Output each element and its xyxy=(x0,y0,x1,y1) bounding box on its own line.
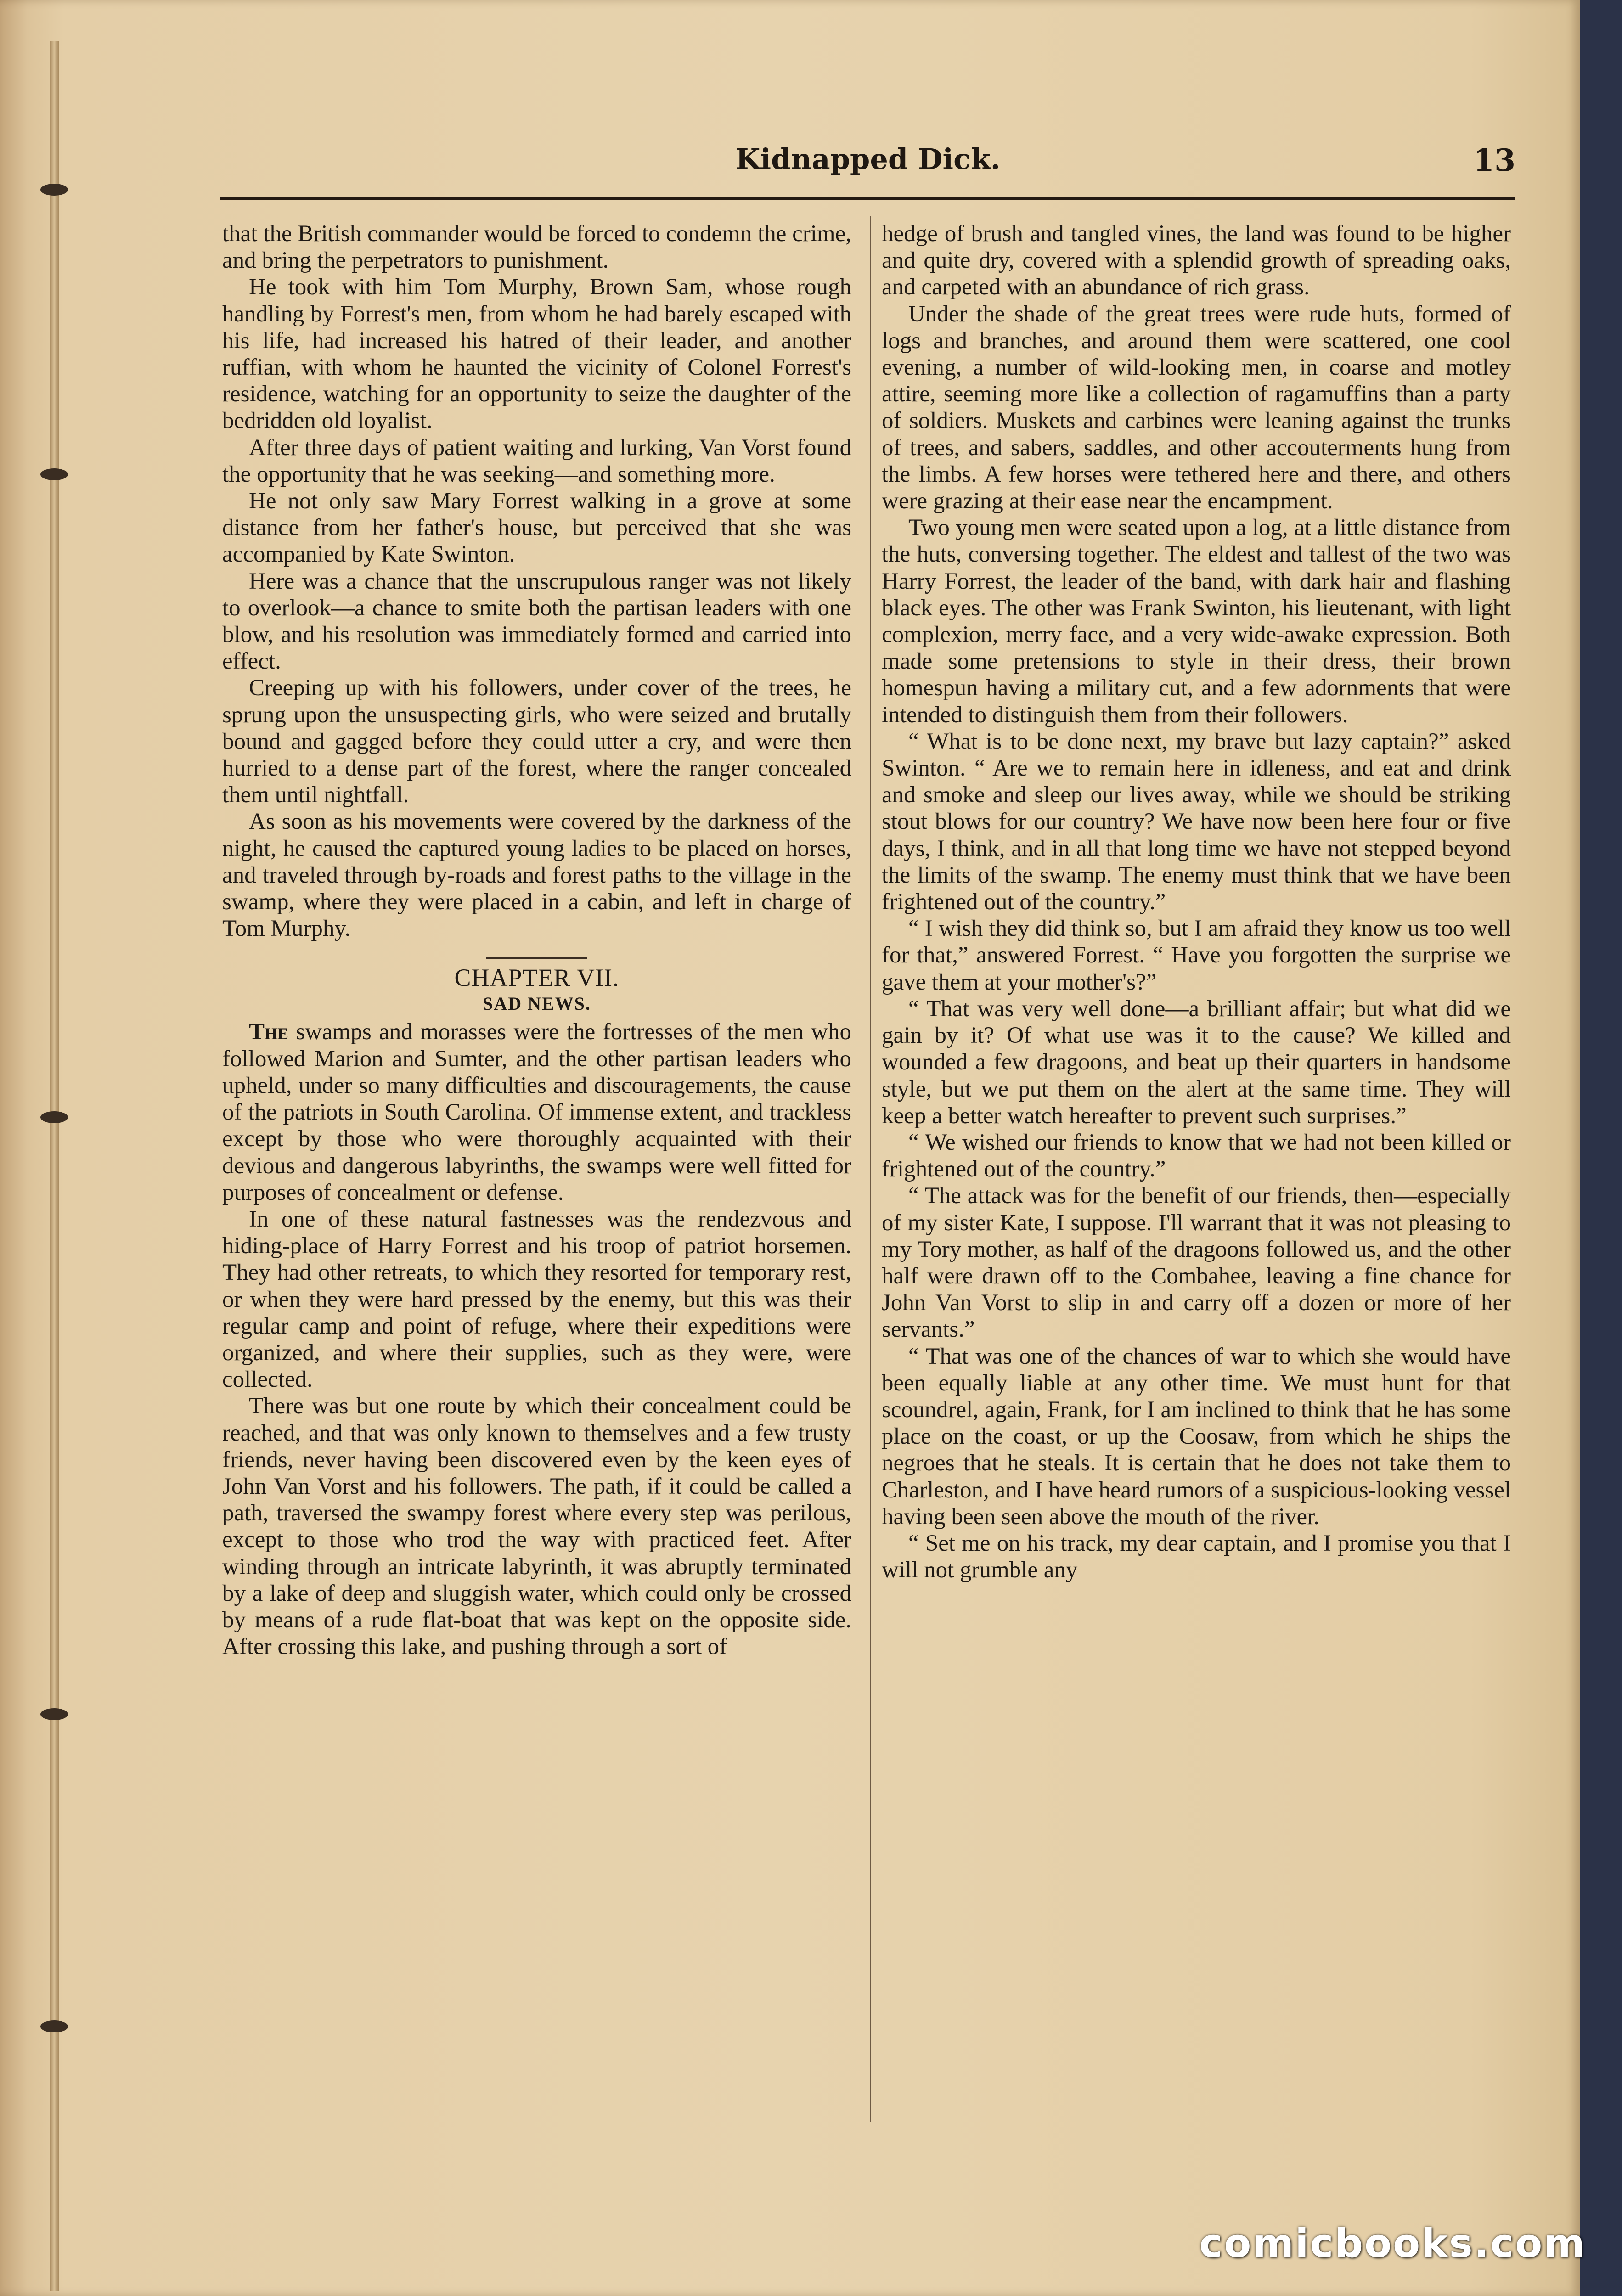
paragraph: “ Set me on his track, my dear captain, and I promise you that I will not grumble any xyxy=(882,1530,1511,1583)
binding-stitch xyxy=(40,1708,68,1720)
paragraph: “ That was very well done—a brilliant affair; but what did we gain by it? Of what use was it to the cause? We killed and wounded a few dragoons, and beat up their quarters in handsome style, but we put them on the alert at the same time. They will keep a better watch hereafter to prevent such surprises.” xyxy=(882,996,1511,1129)
paragraph: Two young men were seated upon a log, at a little distance from the huts, conversing together. The eldest and tallest of the two was Harry Forrest, the leader of the band, with dark hair and flashing black eyes. The other was Frank Swinton, his lieutenant, with light complexion, merry face, and a very wide-awake expression. Both made some pretensions to style in their dress, their brown homespun having a military cut, and a few adornments that were intended to distinguish them from their followers. xyxy=(882,515,1511,728)
page-number: 13 xyxy=(1473,142,1515,178)
column-divider xyxy=(870,216,871,2122)
right-column xyxy=(882,220,1511,1583)
left-column xyxy=(222,220,851,1660)
paragraph: As soon as his movements were covered by the darkness of the night, he caused the captured young ladies to be placed on horses, and traveled through by-roads and forest paths to the village in the swamp, where they were placed in a cabin, and left in charge of Tom Murphy. xyxy=(222,809,851,942)
drop-word: The xyxy=(249,1019,289,1045)
paragraph: “ What is to be done next, my brave but lazy captain?” asked Swinton. “ Are we to remain here in idleness, and eat and drink and smoke and sleep our lives away, while we should be striking stout blows for our country? We have now been here four or five days, I think, and in all that long time we have not stepped beyond the limits of the swamp. The enemy must think that we have been frightened out of the country.” xyxy=(882,728,1511,915)
chapter-subtitle: SAD NEWS. xyxy=(483,993,591,1014)
paragraph: In one of these natural fastnesses was the rendezvous and hiding-place of Harry Forrest and his troop of patriot horsemen. They had other retreats, to which they resorted for temporary rest, or when they were hard pressed by the enemy, but this was their regular camp and point of refuge, where their expeditions were organized, and where their supplies, such as they were, were collected. xyxy=(222,1206,851,1393)
paragraph: that the British commander would be forced to condemn the crime, and bring the perpetrators to punishment. xyxy=(222,221,851,274)
paragraph: Here was a chance that the unscrupulous ranger was not likely to overlook—a chance to smite both the partisan leaders with one blow, and his resolution was immediately formed and carried into effect. xyxy=(222,568,851,675)
paragraph: “ That was one of the chances of war to which she would have been equally liable at any other time. We must hunt for that scoundrel, again, Frank, for I am inclined to think that he has some place on the coast, or up the Coosaw, from which he ships the negroes that he steals. It is certain that he does not take them to Charleston, and I have heard rumors of a suspicious-looking vessel having been seen above the mouth of the river. xyxy=(882,1343,1511,1530)
chapter-title: CHAPTER VII. xyxy=(454,964,620,992)
header-rule xyxy=(220,197,1515,200)
chapter-rule xyxy=(486,957,587,959)
paragraph: He took with him Tom Murphy, Brown Sam, whose rough handling by Forrest's men, from whom he had barely escaped with his life, had increased his hatred of their leader, and another ruffian, with whom he haunted the vicinity of Colonel Forrest's residence, watching for an opportunity to seize the daughter of the bedridden old loyalist. xyxy=(222,274,851,434)
paragraph: Under the shade of the great trees were rude huts, formed of logs and branches, and around them were scattered, one cool evening, a number of wild-looking men, in coarse and motley attire, seeming more like a collection of ragamuffins than a party of soldiers. Muskets and carbines were leaning against the trunks of trees, and sabers, saddles, and other accouterments hung from the limbs. A few horses were tethered here and there, and others were grazing at their ease near the encampment. xyxy=(882,301,1511,514)
page-header xyxy=(220,138,1515,188)
paragraph: There was but one route by which their concealment could be reached, and that was only known to themselves and a few trusty friends, never having been discovered even by the keen eyes of John Van Vorst and his followers. The path, if it could be called a path, traversed the swampy forest where every step was perilous, except to those who trod the way with practiced feet. After winding through an intricate labyrinth, it was abruptly terminated by a lake of deep and sluggish water, which could only be crossed by means of a rude flat-boat that was kept on the opposite side. After crossing this lake, and pushing through a sort of xyxy=(222,1393,851,1660)
paragraph: After three days of patient waiting and lurking, Van Vorst found the opportunity that he was seeking—and something more. xyxy=(222,434,851,487)
binding-stitch xyxy=(40,2020,68,2032)
paragraph: “ I wish they did think so, but I am afraid they know us too well for that,” answered Forrest. “ Have you forgotten the surprise we gave them at your mother's?” xyxy=(882,916,1511,995)
paragraph: hedge of brush and tangled vines, the land was found to be higher and quite dry, covered with a splendid growth of spreading oaks, and carpeted with an abundance of rich grass. xyxy=(882,221,1511,300)
chapter-opening-paragraph xyxy=(222,1019,851,1205)
chapter-heading xyxy=(222,957,851,1016)
binding-stitch xyxy=(40,184,68,196)
site-watermark: comicbooks.com xyxy=(1199,2221,1586,2267)
paragraph: “ We wished our friends to know that we had not been killed or frightened out of the country.” xyxy=(882,1129,1511,1182)
binding-stitch xyxy=(40,1111,68,1123)
paragraph-text: swamps and morasses were the fortresses of the men who followed Marion and Sumter, and the other partisan leaders who upheld, under so many difficulties and discouragements, the cause of the patriots in South Carolina. Of immense extent, and trackless except by those who were thoroughly acquainted with their devious and dangerous labyrinths, the swamps were well fitted for purposes of concealment or defense. xyxy=(222,1019,851,1205)
paragraph: He not only saw Mary Forrest walking in a grove at some distance from her father's house, but perceived that she was accompanied by Kate Swinton. xyxy=(222,488,851,568)
running-title: Kidnapped Dick. xyxy=(735,142,1001,176)
paragraph: “ The attack was for the benefit of our friends, then—especially of my sister Kate, I suppose. I'll warrant that it was not pleasing to my Tory mother, as half of the dragoons followed us, and the other half were drawn off to the Combahee, leaving a fine chance for John Van Vorst to slip in and carry off a dozen or more of her servants.” xyxy=(882,1183,1511,1343)
binding-stitch xyxy=(40,468,68,480)
paragraph: Creeping up with his followers, under cover of the trees, he sprung upon the unsuspecting girls, who were seized and brutally bound and gagged before they could utter a cry, and were then hurried to a dense part of the forest, where the ranger concealed them until nightfall. xyxy=(222,675,851,808)
page-binding xyxy=(50,41,59,2291)
